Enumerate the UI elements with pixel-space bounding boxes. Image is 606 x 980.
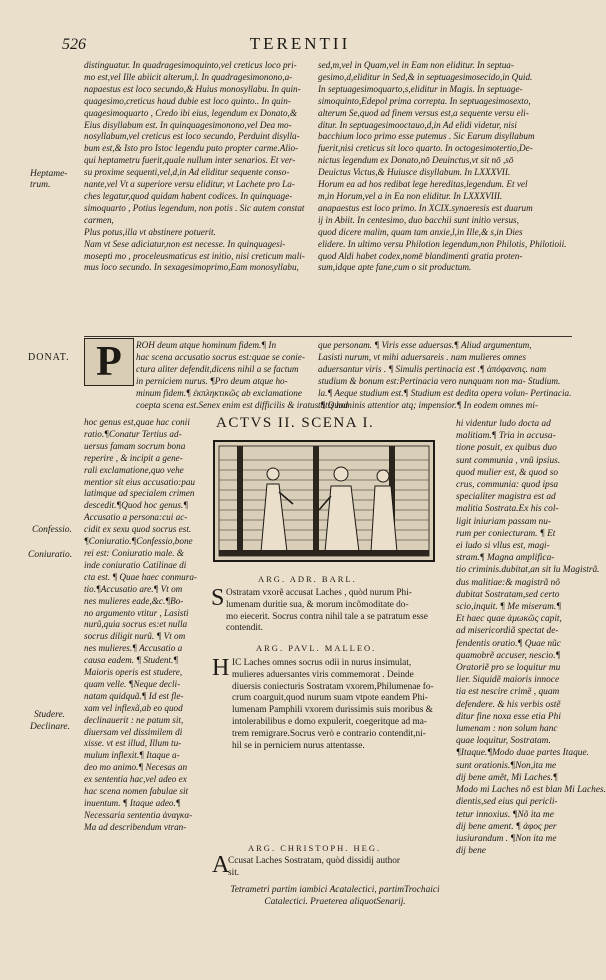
text-line: ligit iniuriam passam nu- <box>456 516 552 527</box>
meter-note <box>225 884 445 908</box>
text-line: deo mo animo.¶ Necesas an <box>84 762 188 773</box>
drop-cap-letter: P <box>96 339 122 385</box>
text-line: ctura aliter defendit,dicens nihil a se factum <box>136 363 299 374</box>
text-line: studium & bonum est:Pertinacia vero nunquam non ma- Studium. <box>318 375 561 386</box>
margin-note-coniuratio: Coniuratio. <box>28 550 73 560</box>
text-line: mulieres aduersantes viris commemorat . Deinde <box>232 669 414 680</box>
text-line: coepta scena est.Senex enim est difficilis & iratus.¶ Quod <box>136 399 348 410</box>
text-line: quod Aldi habet codex,nomē blandimenti gratia proten- <box>318 250 523 261</box>
arg2-heading: ARG. PAVL. MALLEO. <box>256 643 377 653</box>
text-line: stram.¶ Magna amplifica- <box>456 553 555 564</box>
text-line: Nam vt Sese adiciatur,non est necesse. In quinquagesi- <box>84 238 286 249</box>
text-line: alterum Se,quod ad finem versus est,a sequente versu eli- <box>318 107 529 118</box>
text-line: la.¶ Aeque studium est.¶ Studium est dedita opera volun- Pertinacia. <box>318 387 572 398</box>
text-line: bum est,& Isto pro Istoc legendu puto propter carme.Alio- <box>84 143 299 154</box>
text-line: dij bene ament. ¶ ἀφος per <box>456 821 557 832</box>
text-line: nante,vel Vt a superiore versu eliditur, vt Lachete pro La- <box>84 179 295 190</box>
text-line: mo est,vel Ille abiicit alterum,l. In quadragesimonono,a- <box>84 71 293 82</box>
text-line: reperire , & incipit a gene- <box>84 452 183 463</box>
text-line: lier. Siquidẽ maioris innoce <box>456 675 560 686</box>
text-line: lumenam Pamphili vxorem durissimis suis moribus & <box>232 705 433 716</box>
woodcut-floor <box>219 550 429 556</box>
arg1-heading: ARG. ADR. BARL. <box>258 574 357 584</box>
text-line: dij bene <box>456 846 486 857</box>
arg1-initial: S <box>211 585 225 611</box>
text-line: carmen, <box>84 214 114 225</box>
text-line: intolerabilibus e domo expulerit, coegeritque ad ma- <box>232 716 427 727</box>
text-line: malitia Sostrata.Ex his col- <box>456 504 559 515</box>
text-line: xam vel inflexã,ab eo quod <box>84 702 183 713</box>
running-title: TERENTII <box>249 34 351 53</box>
text-line: Maioris operis est studere, <box>84 667 183 678</box>
text-line: hi videntur ludo docta ad <box>456 419 551 429</box>
text-line: In septuagesimoquarto,s,eliditur in Magis. In septuage- <box>318 83 523 94</box>
scene-title: ACTVS II. SCENA I. <box>216 415 375 431</box>
text-line: ches legatur,quod quidam habent codices. In quinquage- <box>84 190 293 201</box>
arg2-text <box>232 658 448 752</box>
text-line: Lasisti nurum, vt mihi aduersareis . nam mulieres omnes <box>318 351 527 362</box>
text-line: ij in Abiit. In centesimo, duo bacchii sunt initio versus, <box>318 214 519 225</box>
text-line: hac scena nomen fabulae sit <box>84 786 189 797</box>
text-line: mo eiecerit. Socrus contra nihil tale a se patratum esse <box>226 611 428 622</box>
text-line: mosepti mo , proceleusmaticus est initio, nisi creticum mali- <box>84 250 305 261</box>
text-line: fuerit,nisi creticus sit loco quarto. In octogesimotertio,De- <box>318 143 533 154</box>
text-line: nictus legendum ex Donato,nō Deuinctus,vt sit nō ,sō <box>318 155 514 166</box>
text-line: nosyllabum,vel creticus est loco secundo, Perduint disylla- <box>84 131 300 142</box>
text-line: ad misericordiã spectat de- <box>456 626 559 637</box>
text-line: inuentum. ¶ Itaque adeo.¶ <box>84 798 181 808</box>
text-line: inde coniuratio Catilinae di <box>84 559 187 570</box>
text-line: ¶Itaque.¶Modo duae partes Itaque. <box>456 748 589 759</box>
text-line: natam quidquã.¶ Id est fle- <box>84 690 184 701</box>
text-line: su proxime sequenti,vel,d,in Ad eliditur sequente conso- <box>84 167 290 178</box>
text-line: fendentis oratio.¶ Quae nũc <box>456 638 561 649</box>
arg3-initial: A <box>212 852 230 878</box>
text-line: que personam. ¶ Viris esse aduersas.¶ Aliud argumentum, <box>318 340 532 350</box>
text-line: latimque ad specialem crimen <box>84 488 195 499</box>
text-line: no argumento vtitur , Lasisti <box>84 607 189 618</box>
text-line: ei ludo si vllus est, magi- <box>456 541 550 552</box>
text-line: causa eadem. ¶ Student.¶ <box>84 655 179 666</box>
text-line: iusiurandum . ¶Non ita me <box>456 833 557 844</box>
text-line: ¶Coniuratio.¶Confessio,bone <box>84 536 193 547</box>
text-line: ratio.¶Conatur Tertius ad- <box>84 428 182 439</box>
margin-note-heptametrum <box>30 169 67 191</box>
text-line: hac scena accusatio socrus est:quae se conie- <box>136 351 305 362</box>
text-line: rei est: Coniuratio male. & <box>84 547 184 558</box>
top-left-column <box>84 60 312 274</box>
text-line: quagesimo,creticus haud dubie est loco quinto.. In quin- <box>84 95 291 106</box>
text-line: Senarij. <box>376 897 406 907</box>
drop-cap <box>84 338 134 386</box>
text-line: qui heptametru fuerit,quale nullum inter senarios. Et ver- <box>84 155 296 166</box>
text-line: anapaestus est loco primo. In XCIX.synaeresis est duarum <box>318 202 533 213</box>
text-line: tio.¶Accusatio are.¶ Vt om <box>84 583 183 594</box>
text-line: rali exclamatione,quo vehe <box>84 464 184 475</box>
text-line: socrus diligit nurũ. ¶ Vt om <box>84 631 186 642</box>
text-line: sit. <box>228 867 240 878</box>
text-line: declinauerit : ne patum sit, <box>84 714 184 725</box>
text-line: hil se in perniciem nurus attentasse. <box>232 740 365 751</box>
arg3-text <box>228 856 448 880</box>
text-line: lumenam : non solum hanc <box>456 724 558 735</box>
arg2-initial: H <box>212 655 230 681</box>
arg1-text <box>226 588 448 635</box>
margin-note-donat: DONAT. <box>28 352 70 363</box>
text-line: Eius disyllabum est. In quinquagesimonono,vel Dea mo- <box>84 119 292 130</box>
text-line: Trochaici Catalectici. Praeterea aliquot <box>264 885 440 907</box>
text-line: defendere. & his verbis ostẽ <box>456 699 561 710</box>
text-line: distinguatur. In quadragesimoquinto,vel creticus loco pri- <box>84 60 297 70</box>
text-line: IC Laches omnes socrus odii in nurus insimulat, <box>232 658 412 668</box>
text-line: Et haec quae ἀμωκῶς capit, <box>456 614 562 625</box>
text-line: tione posuit, ex quibus duo <box>456 443 557 454</box>
text-line: dus malitiae:& magistrã nõ <box>456 577 560 588</box>
woodcut-illustration <box>213 440 435 562</box>
text-line: Plus potus,illa vt abstinere potuerit. <box>84 226 216 237</box>
text-line: sum,idque apte fane,cum o sit productum. <box>318 262 472 273</box>
text-line: specialiter magistra est ad <box>456 492 556 503</box>
text-line: quod dicere malim, quam tam anxie,l,in Ille,& s,in Dies <box>318 226 523 237</box>
text-line: bacchium loco primo esse putemus . Sic Earum disyllabum <box>318 131 535 142</box>
text-line: tia est nescire crimẽ , quam <box>456 687 560 698</box>
text-line: mus loco secundo. In sexagesimoprimo,Eam monosyllabu, <box>84 262 299 273</box>
text-line: Accusatio a persona:cui ac- <box>84 512 188 523</box>
margin-note-line: Heptame- <box>30 169 68 179</box>
text-line: sed,m,vel in Quam,vel in Eam non eliditur. In septua- <box>318 60 514 70</box>
right-commentary-column <box>456 418 606 857</box>
margin-note-confessio: Confessio. <box>32 525 72 535</box>
text-line: nurũ,quia socrus es:et nulla <box>84 619 188 630</box>
margin-note-declinare: Declinare. <box>30 722 71 732</box>
left-commentary-column <box>84 417 212 834</box>
text-line: sunt communia , vnũ ipsius. <box>456 455 561 466</box>
text-line: aduersantur viris . ¶ Simulis pertinacia est .¶ ἀπόφανσις. nam <box>318 363 547 374</box>
text-line: quam velle. ¶Neque decli- <box>84 678 181 689</box>
text-line: ROH deum atque hominum fidem.¶ In <box>136 340 277 350</box>
donat-intro <box>136 340 348 411</box>
text-line: dubitat Sostratam,sed certo <box>456 589 560 600</box>
text-line: Necessaria sententia ἀναγκα- <box>84 809 193 820</box>
text-line: lumenam duritie sua, & morum incõmoditate do- <box>226 599 409 610</box>
text-line: ex sententia hac,vel adeo ex <box>84 774 187 785</box>
text-line: Tetrametri partim iambici Acatalectici, partim <box>230 885 405 895</box>
text-line: minum fidem.¶ ἐκπληκτικῶς ab exclamatione <box>136 387 302 398</box>
text-line: Modo mi Laches nõ est blan Mi Laches. <box>456 785 606 796</box>
arg3-heading: ARG. CHRISTOPH. HEG. <box>248 843 382 853</box>
text-line: mulum inflexit.¶ Itaque a- <box>84 750 180 761</box>
text-line: quagesimoquarto , Credo ibi eius, legendum ex Donato,& <box>84 107 297 118</box>
text-line: dij bene amẽt, Mi Laches.¶ <box>456 772 558 783</box>
text-line: descedit.¶Quod hoc genus.¶ <box>84 500 189 511</box>
text-line: diuersam vel dissimilem di <box>84 726 183 737</box>
woodcut-frame <box>214 441 434 561</box>
text-line: tatis hominis attentior atq; impensior.¶ In eodem omnes mi- <box>318 399 538 410</box>
text-line: m,in Horum,vel a in Ea non eliditur. In LXXXVIII. <box>318 190 503 201</box>
text-line: tetur innoxius. ¶Nõ ita me <box>456 809 554 820</box>
section-divider <box>84 336 572 337</box>
margin-note-line: trum. <box>30 180 51 190</box>
text-line: trem remigrare.Socrus verò e contrario contendit,ni- <box>232 728 426 739</box>
text-line: elidere. In ultimo versu Philotion legendum,non Philotis, Philotioii. <box>318 238 567 249</box>
text-line: contendit. <box>226 623 263 634</box>
text-line: Ostratam vxorẽ accusat Laches , quòd nurum Phi- <box>226 588 412 598</box>
text-line: simoquarto , Potius legendum, non potis . Sic autem constat <box>84 202 305 213</box>
text-line: quod mulier est, & quod so <box>456 467 559 478</box>
text-line: dientis,sed eius qui pericli- <box>456 797 558 808</box>
text-line: nes mulieres eade,&c.¶Bo- <box>84 595 184 606</box>
text-line: mentior sit eius accusatio:pau <box>84 476 196 487</box>
text-line: diuersis coniecturis Sostratam vxorem,Philumenae fo- <box>232 681 434 692</box>
text-line: tio criminis.dubitat,an sit lu Magistrã. <box>456 565 600 576</box>
text-line: sunt orationis.¶Non,ita me <box>456 760 557 771</box>
text-line: Deuictus Victus,& Huiusce disyllabum. In LXXXVII. <box>318 167 511 178</box>
top-right-column <box>318 60 570 274</box>
text-line: simoquinto,Edepol prima correpta. In septuagesimosexto, <box>318 95 531 106</box>
text-line: Horum ea ad hos redibat lege hereditas,legendum. Et vel <box>318 179 528 190</box>
text-line: Ma ad describendum vtran- <box>84 821 187 832</box>
text-line: in perniciem nurus. ¶Pro deum atque ho- <box>136 375 288 386</box>
text-line: malitiam.¶ Tria in accusa- <box>456 431 556 442</box>
text-line: cidit ex sexu quod socrus est. <box>84 524 192 535</box>
text-line: rum per coniecturam. ¶ Et <box>456 528 556 539</box>
text-line: crum coarguit,quod nurum suam vtpote eandem Phi- <box>232 693 428 704</box>
text-line: nes mulieres.¶ Accusatio a <box>84 643 183 654</box>
text-line: quae loquitur, Sostratam. <box>456 736 551 747</box>
text-line: quamobrẽ accuser, nescio.¶ <box>456 650 561 661</box>
text-line: Ccusat Laches Sostratam, quòd dissidij author <box>228 856 400 866</box>
text-line: gesimo,d,eliditur in Sed,& in septuagesimosecido,in Quid. <box>318 71 533 82</box>
text-line: napaestus est loco secundo,& Huius monosyllabu. In quin- <box>84 83 301 94</box>
text-line: cta est. ¶ Quae haec conmura- <box>84 571 197 582</box>
text-line: uersus famam socrum bona <box>84 440 186 451</box>
text-line: ditur. In septuagesimooctauo,d,in Ad elidi videtur, nisi <box>318 119 517 130</box>
text-line: hoc genus est,quae hac conii <box>84 417 190 427</box>
text-line: Oratoriẽ pro se loquitur mu <box>456 663 561 674</box>
page-number: 526 <box>62 36 86 53</box>
text-line: scio,inquit. ¶ Me miseram.¶ <box>456 602 562 613</box>
margin-note-studere: Studere. <box>34 710 66 720</box>
text-line: xisse. vt est illud, Illum tu- <box>84 738 182 749</box>
donat-right-top <box>318 340 572 411</box>
text-line: ditur fine noxa esse etia Phi <box>456 711 561 722</box>
text-line: crus, communia: quod ipsa <box>456 480 559 491</box>
